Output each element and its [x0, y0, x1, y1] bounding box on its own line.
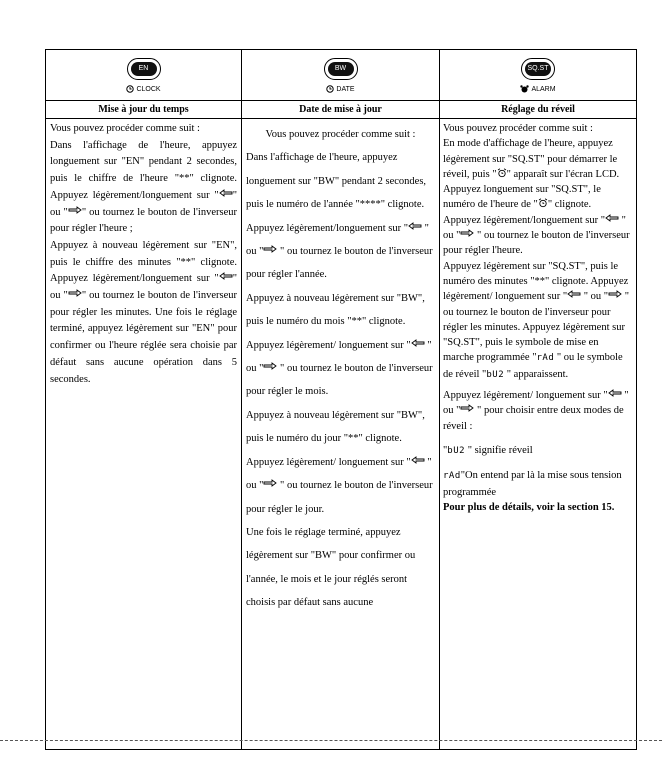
col2-text-cell — [242, 119, 440, 750]
arrow-right-icon — [263, 245, 277, 253]
col3-mode-para: Appuyez légèrement/ longuement sur " " ou " " pour choisir entre deux modes de réveil : — [443, 390, 629, 432]
arrow-right-icon — [263, 362, 277, 370]
lcd-bu2-symbol: bU2 — [447, 445, 466, 456]
col2-text — [242, 119, 439, 615]
sqst-button-icon: SQ.ST — [521, 58, 555, 80]
header-reglage-reveil: Réglage du réveil — [440, 101, 637, 119]
col2-confirm-para: Une fois le réglage terminé, appuyez légèrement sur "BW" pour confirmer ou l'année, le mois et le jour réglés seront choisis par défaut sans aucune — [246, 526, 416, 609]
header-mise-a-jour-temps: Mise à jour du temps — [46, 101, 242, 119]
col3-minute-para: Appuyez légèrement sur "SQ.ST", puis le numéro des minutes "**" clignote. Appuyez légèrement/ longuement sur " " ou " " ou tournez le bouton de l'inverseur pour régler les minutes. Appuyez légèrement sur "SQ.ST", puis le symbole de mise en marche programmée "rAd " ou le symbole de réveil "bU2 " apparaissent. — [443, 260, 629, 380]
alarm-icon-cell — [440, 50, 637, 101]
col3-text-cell — [440, 119, 637, 750]
date-icon-cell — [242, 50, 440, 101]
arrow-left-icon — [408, 222, 422, 230]
alarm-bell-icon — [497, 168, 507, 178]
arrow-right-icon — [608, 290, 622, 298]
col3-intro: Vous pouvez procéder comme suit : — [443, 123, 593, 134]
col3-section-note: Pour plus de détails, voir la section 15. — [443, 501, 615, 513]
col3-hour-para: En mode d'affichage de l'heure, appuyez légèrement sur "SQ.ST" pour démarrer le réveil, puis " " apparaît sur l'écran LCD. Appuyez longuement sur "SQ.ST", le numéro de l'heure de " " clignote. Appuyez légèrement/longuement sur " " ou " " ou tournez le bouton de l'inverseur pour régler l'heure. — [443, 138, 630, 257]
arrow-right-icon — [68, 289, 82, 297]
arrow-right-icon — [460, 404, 474, 412]
col1-minute-para: Appuyez à nouveau légèrement sur "EN", puis le chiffre des minutes "**" clignote. Appuyez légèrement/longuement sur " " ou " " ou tournez le bouton de l'inverseur pour régler les minutes. Une fois le réglage terminé, appuyez légèrement sur "EN" pour confirmer ou l'heure réglée sera choisie par défaut sans aucune opération dans 5 secondes. — [50, 239, 237, 385]
col2-year-para: Dans l'affichage de l'heure, appuyez longuement sur "BW" pendant 2 secondes, puis le numéro de l'année "****" clignote. Appuyez légèrement/longuement sur " " ou " " ou tournez le bouton de l'inverseur pour régler l'année. — [246, 152, 433, 281]
arrow-right-icon — [460, 229, 474, 237]
alarm-caption: ALARM — [440, 85, 636, 94]
arrow-left-icon — [411, 456, 425, 464]
col3-reveil-def: "bU2 " signifie réveil — [443, 444, 533, 456]
col3-text — [440, 119, 636, 515]
lcd-rad-symbol: rAd — [536, 353, 555, 364]
col1-text-cell — [46, 119, 242, 750]
lcd-rad-symbol: rAd — [443, 471, 461, 482]
arrow-left-icon — [219, 189, 233, 197]
clock-icon — [326, 85, 334, 93]
alarm-bell-icon — [538, 198, 548, 208]
alarm-icon — [520, 85, 529, 93]
clock-caption: CLOCK — [46, 85, 241, 94]
col2-intro: Vous pouvez procéder comme suit : — [265, 129, 416, 140]
arrow-left-icon — [605, 214, 619, 222]
arrow-left-icon — [608, 389, 622, 397]
bw-button-icon: BW — [324, 58, 358, 80]
arrow-right-icon — [263, 479, 277, 487]
col2-day-para: Appuyez à nouveau légèrement sur "BW", puis le numéro du jour "**" clignote. Appuyez légèrement/ longuement sur " " ou " " ou tournez le bouton de l'inverseur pour régler le jour. — [246, 409, 433, 515]
arrow-left-icon — [567, 290, 581, 298]
arrow-right-icon — [68, 206, 82, 214]
instruction-table — [45, 49, 637, 750]
col2-month-para: Appuyez à nouveau légèrement sur "BW", puis le numéro du mois "**" clignote. Appuyez légèrement/ longuement sur " " ou " " ou tournez le bouton de l'inverseur pour régler le mois. — [246, 292, 433, 398]
col1-text — [46, 119, 241, 388]
col3-rad-def: rAd"On entend par là la mise sous tension programmée — [443, 470, 622, 498]
date-caption: DATE — [242, 85, 439, 94]
arrow-left-icon — [219, 272, 233, 280]
clock-icon — [126, 85, 134, 93]
arrow-left-icon — [411, 339, 425, 347]
col1-hour-para: Dans l'affichage de l'heure, appuyez longuement sur "EN" pendant 2 secondes, puis le chiffre de l'heure "**" clignote. Appuyez légèrement/longuement sur " " ou " " ou tournez le bouton de l'inverseur pour régler l'heure ; — [50, 139, 237, 235]
col1-intro: Vous pouvez procéder comme suit : — [50, 123, 200, 134]
lcd-bu2-symbol: bU2 — [486, 369, 505, 380]
clock-icon-cell — [46, 50, 242, 101]
page-bottom-rule — [0, 740, 662, 741]
header-date-mise-a-jour: Date de mise à jour — [242, 101, 440, 119]
en-button-icon: EN — [127, 58, 161, 80]
